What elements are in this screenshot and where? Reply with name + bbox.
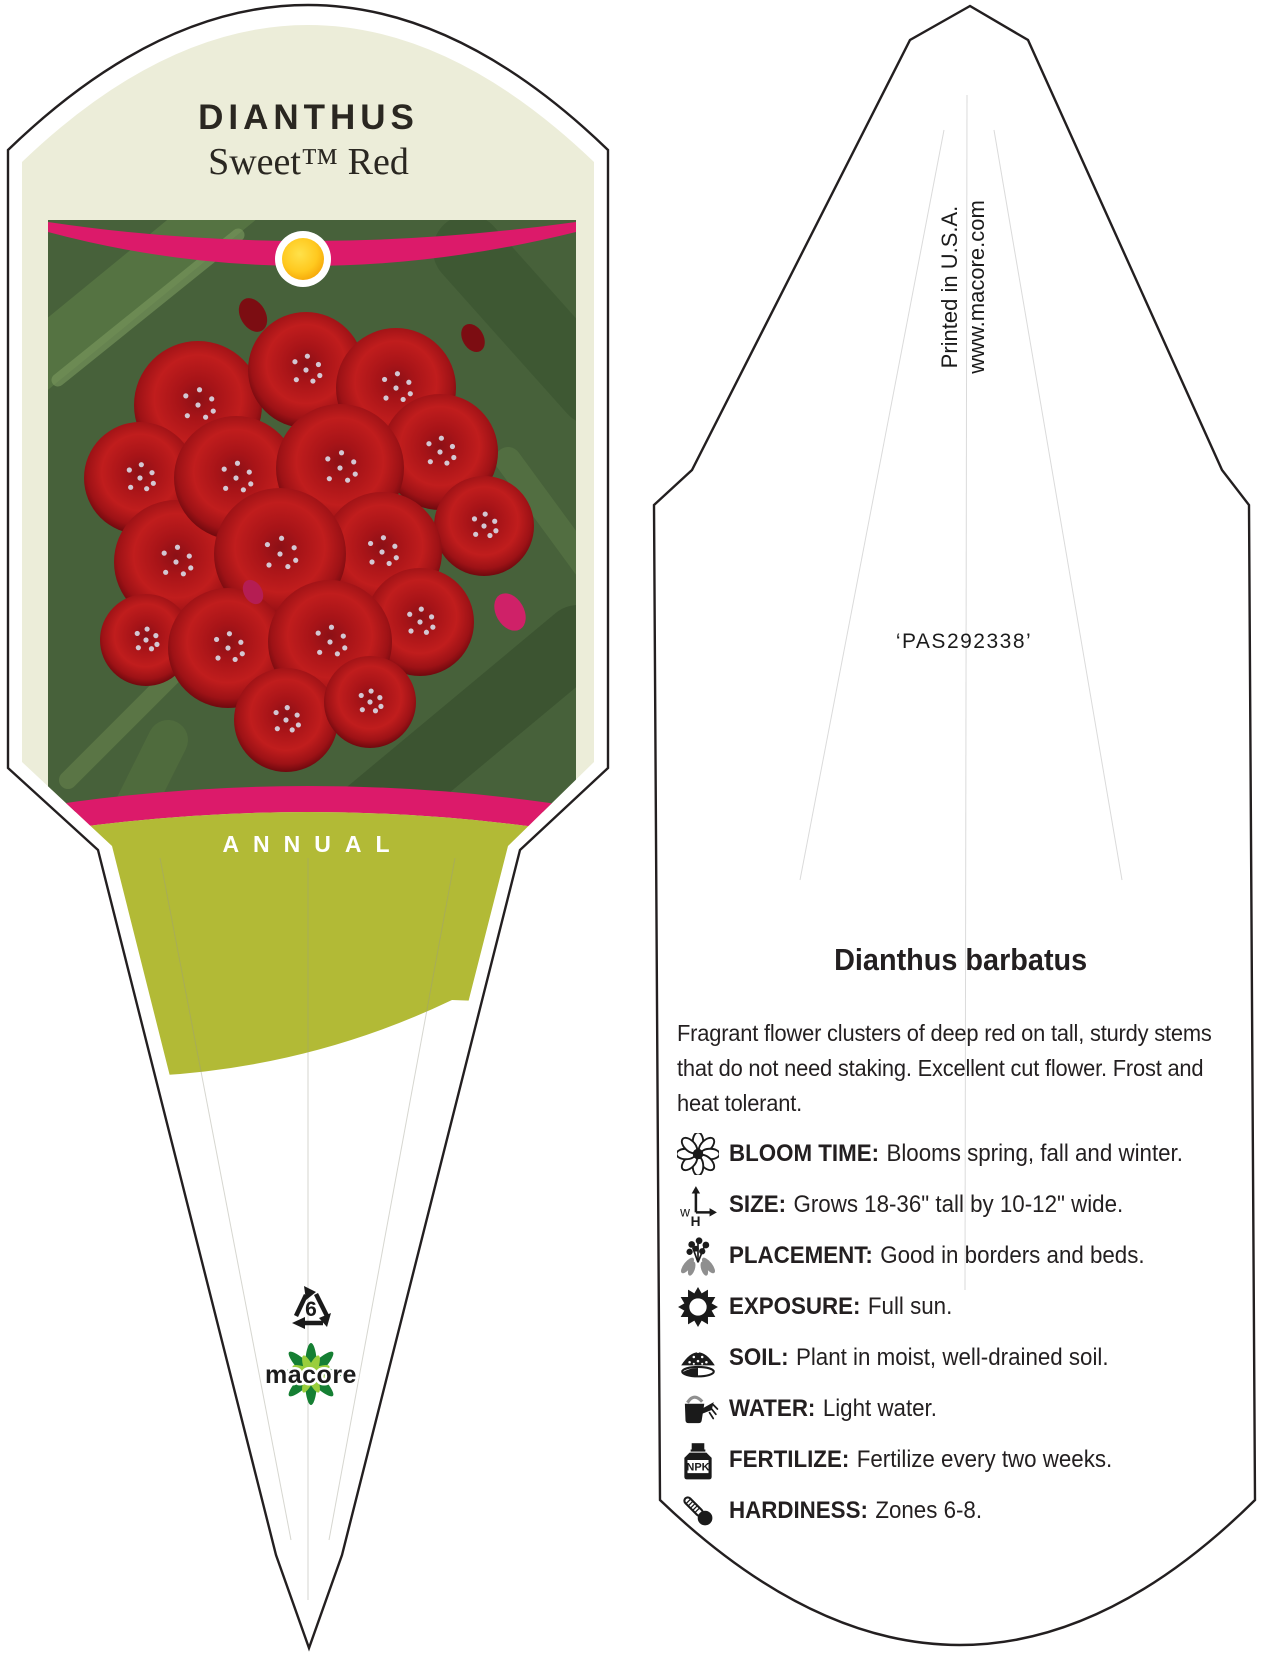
recycle-code-number: 6	[305, 1298, 317, 1321]
plant-variety-subtitle: Sweet™ Red	[208, 141, 409, 183]
care-label: EXPOSURE:	[729, 1292, 861, 1320]
care-row-hardiness	[677, 1485, 1267, 1536]
macore-logo	[246, 1328, 376, 1431]
care-label: SOIL:	[729, 1343, 789, 1371]
placement-flowerbed-icon	[677, 1235, 719, 1277]
npk-label: NPK	[686, 1461, 710, 1473]
hang-dot	[282, 238, 324, 280]
care-value: Light water.	[822, 1394, 937, 1422]
flower-photo	[28, 190, 596, 860]
care-row-soil	[677, 1332, 1267, 1383]
care-instructions-list	[677, 1128, 1267, 1536]
sun-icon	[677, 1286, 719, 1328]
care-label: BLOOM TIME:	[729, 1139, 880, 1167]
watering-can-icon	[677, 1388, 719, 1430]
fertilizer-jug-icon	[677, 1439, 719, 1481]
front-tag	[0, 0, 617, 1654]
size-height-letter: H	[690, 1213, 701, 1226]
soil-icon	[677, 1337, 719, 1379]
care-label: HARDINESS:	[729, 1496, 868, 1524]
care-row-fertilize	[677, 1434, 1267, 1485]
brand-logo-text: macore	[265, 1361, 357, 1389]
plant-name-title: DIANTHUS	[198, 98, 419, 137]
care-label: WATER:	[729, 1394, 816, 1422]
care-value: Grows 18-36" tall by 10-12" wide.	[793, 1190, 1124, 1218]
thermometer-icon	[677, 1490, 719, 1532]
care-value: Good in borders and beds.	[880, 1241, 1145, 1269]
care-value: Plant in moist, well-drained soil.	[795, 1343, 1109, 1371]
printed-in-line: Printed in U.S.A.	[937, 205, 962, 369]
care-label: FERTILIZE:	[729, 1445, 850, 1473]
printed-in-vertical-text	[936, 200, 990, 374]
care-label: SIZE:	[729, 1190, 787, 1218]
back-tag	[622, 0, 1277, 1654]
category-band-label: ANNUAL	[222, 831, 404, 857]
website-line: www.macore.com	[964, 200, 989, 374]
bloom-flower-icon	[677, 1133, 719, 1175]
care-label: PLACEMENT:	[729, 1241, 873, 1269]
care-row-water	[677, 1383, 1267, 1434]
care-value: Blooms spring, fall and winter.	[886, 1139, 1183, 1167]
botanical-name-heading: Dianthus barbatus	[834, 942, 1088, 977]
care-row-bloom-time	[677, 1128, 1267, 1179]
variety-code: ‘PAS292338’	[895, 630, 1033, 653]
size-width-letter: w	[680, 1204, 691, 1220]
care-value: Full sun.	[867, 1292, 953, 1320]
care-value: Zones 6-8.	[875, 1496, 983, 1524]
care-row-exposure	[677, 1281, 1267, 1332]
care-row-placement	[677, 1230, 1267, 1281]
size-dimensions-icon	[677, 1184, 719, 1226]
care-row-size	[677, 1179, 1267, 1230]
plant-description: Fragrant flower clusters of deep red on tall, sturdy stems that do not need staking. Excellent cut flower. Frost and heat tolerant.	[677, 1020, 1212, 1116]
care-value: Fertilize every two weeks.	[856, 1445, 1113, 1473]
